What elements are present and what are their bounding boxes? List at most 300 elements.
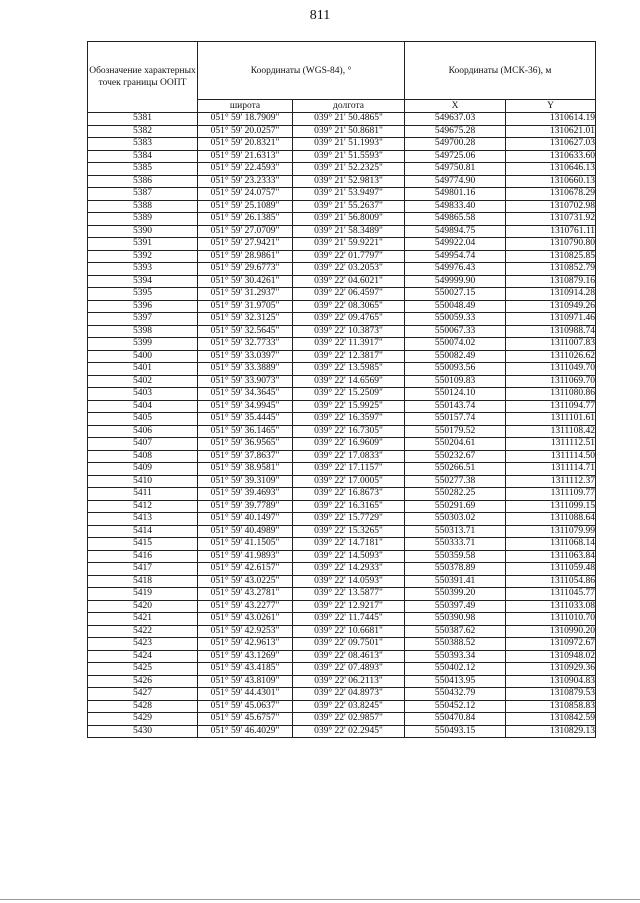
- table-row: [88, 725, 596, 738]
- table-row: [88, 163, 596, 176]
- point-id-cell: 5405: [88, 413, 198, 426]
- y-coordinate-cell: 1311059.48: [506, 563, 596, 576]
- latitude-cell: 051° 59' 43.1269": [198, 650, 293, 663]
- y-coordinate-cell: 1310790.80: [506, 238, 596, 251]
- latitude-cell: 051° 59' 46.4029": [198, 725, 293, 738]
- x-coordinate-cell: 549801.16: [405, 188, 506, 201]
- point-id-cell: 5388: [88, 200, 198, 213]
- table-row: [88, 350, 596, 363]
- y-coordinate-cell: 1311026.62: [506, 350, 596, 363]
- longitude-cell: 039° 22' 04.8973": [293, 688, 405, 701]
- y-coordinate-cell: 1311094.77: [506, 400, 596, 413]
- x-coordinate-cell: 549976.43: [405, 263, 506, 276]
- y-coordinate-cell: 1310627.03: [506, 138, 596, 151]
- x-coordinate-cell: 550493.15: [405, 725, 506, 738]
- y-coordinate-cell: 1310972.67: [506, 638, 596, 651]
- y-coordinate-cell: 1310621.01: [506, 125, 596, 138]
- longitude-cell: 039° 22' 15.9925": [293, 400, 405, 413]
- table-row: [88, 713, 596, 726]
- x-coordinate-cell: 550059.33: [405, 313, 506, 326]
- x-coordinate-cell: 549894.75: [405, 225, 506, 238]
- x-coordinate-cell: 550399.20: [405, 588, 506, 601]
- x-coordinate-cell: 549833.40: [405, 200, 506, 213]
- table-row: [88, 688, 596, 701]
- y-coordinate-cell: 1311099.15: [506, 500, 596, 513]
- latitude-cell: 051° 59' 36.1465": [198, 425, 293, 438]
- table-row: [88, 575, 596, 588]
- y-coordinate-cell: 1310761.11: [506, 225, 596, 238]
- point-id-cell: 5395: [88, 288, 198, 301]
- page-number: 811: [309, 8, 331, 23]
- coordinates-table: [87, 41, 596, 738]
- point-id-cell: 5418: [88, 575, 198, 588]
- point-id-cell: 5398: [88, 325, 198, 338]
- x-coordinate-cell: 550402.12: [405, 663, 506, 676]
- point-id-cell: 5413: [88, 513, 198, 526]
- y-coordinate-cell: 1310949.26: [506, 300, 596, 313]
- x-coordinate-cell: 550313.71: [405, 525, 506, 538]
- latitude-cell: 051° 59' 18.7909": [198, 113, 293, 126]
- table-row: [88, 650, 596, 663]
- point-id-cell: 5424: [88, 650, 198, 663]
- latitude-cell: 051° 59' 32.5645": [198, 325, 293, 338]
- x-coordinate-cell: 550074.02: [405, 338, 506, 351]
- longitude-cell: 039° 21' 51.5593": [293, 150, 405, 163]
- table-row: [88, 438, 596, 451]
- table-row: [88, 613, 596, 626]
- header-wgs-label: Координаты (WGS-84), °: [198, 42, 405, 100]
- x-coordinate-cell: 550359.58: [405, 550, 506, 563]
- table-row: [88, 388, 596, 401]
- table-row: [88, 225, 596, 238]
- x-coordinate-cell: 550303.02: [405, 513, 506, 526]
- latitude-cell: 051° 59' 26.1385": [198, 213, 293, 226]
- header-lat-label: широта: [198, 100, 293, 113]
- y-coordinate-cell: 1311069.70: [506, 375, 596, 388]
- x-coordinate-cell: 550397.49: [405, 600, 506, 613]
- x-coordinate-cell: 550157.74: [405, 413, 506, 426]
- latitude-cell: 051° 59' 43.8109": [198, 675, 293, 688]
- latitude-cell: 051° 59' 27.0709": [198, 225, 293, 238]
- y-coordinate-cell: 1311079.99: [506, 525, 596, 538]
- latitude-cell: 051° 59' 24.0757": [198, 188, 293, 201]
- table-row: [88, 675, 596, 688]
- table-row: [88, 475, 596, 488]
- longitude-cell: 039° 21' 59.9221": [293, 238, 405, 251]
- latitude-cell: 051° 59' 30.4261": [198, 275, 293, 288]
- table-body: [88, 113, 596, 738]
- table-row: [88, 188, 596, 201]
- point-id-cell: 5421: [88, 613, 198, 626]
- longitude-cell: 039° 21' 50.4865": [293, 113, 405, 126]
- longitude-cell: 039° 22' 14.6569": [293, 375, 405, 388]
- latitude-cell: 051° 59' 36.9565": [198, 438, 293, 451]
- latitude-cell: 051° 59' 32.7733": [198, 338, 293, 351]
- latitude-cell: 051° 59' 39.4693": [198, 488, 293, 501]
- header-msk-label: Координаты (МСК-36), м: [405, 42, 596, 100]
- latitude-cell: 051° 59' 33.3889": [198, 363, 293, 376]
- y-coordinate-cell: 1311088.64: [506, 513, 596, 526]
- latitude-cell: 051° 59' 21.6313": [198, 150, 293, 163]
- x-coordinate-cell: 550291.69: [405, 500, 506, 513]
- x-coordinate-cell: 549865.58: [405, 213, 506, 226]
- table-row: [88, 513, 596, 526]
- latitude-cell: 051° 59' 41.9893": [198, 550, 293, 563]
- y-coordinate-cell: 1310988.74: [506, 325, 596, 338]
- point-id-cell: 5425: [88, 663, 198, 676]
- x-coordinate-cell: 550082.49: [405, 350, 506, 363]
- y-coordinate-cell: 1310914.28: [506, 288, 596, 301]
- longitude-cell: 039° 22' 09.4765": [293, 313, 405, 326]
- longitude-cell: 039° 22' 11.3917": [293, 338, 405, 351]
- page-bottom-edge: [0, 899, 640, 900]
- y-coordinate-cell: 1311114.71: [506, 463, 596, 476]
- y-coordinate-cell: 1311108.42: [506, 425, 596, 438]
- point-id-cell: 5386: [88, 175, 198, 188]
- latitude-cell: 051° 59' 43.4185": [198, 663, 293, 676]
- longitude-cell: 039° 22' 07.4893": [293, 663, 405, 676]
- x-coordinate-cell: 550390.98: [405, 613, 506, 626]
- table-row: [88, 300, 596, 313]
- longitude-cell: 039° 22' 08.4613": [293, 650, 405, 663]
- latitude-cell: 051° 59' 37.8637": [198, 450, 293, 463]
- table-row: [88, 175, 596, 188]
- table-row: [88, 638, 596, 651]
- table-row: [88, 363, 596, 376]
- latitude-cell: 051° 59' 33.9073": [198, 375, 293, 388]
- point-id-cell: 5429: [88, 713, 198, 726]
- y-coordinate-cell: 1310678.29: [506, 188, 596, 201]
- latitude-cell: 051° 59' 45.0637": [198, 700, 293, 713]
- x-coordinate-cell: 550266.51: [405, 463, 506, 476]
- x-coordinate-cell: 550432.79: [405, 688, 506, 701]
- y-coordinate-cell: 1310879.16: [506, 275, 596, 288]
- point-id-cell: 5427: [88, 688, 198, 701]
- x-coordinate-cell: 550282.25: [405, 488, 506, 501]
- longitude-cell: 039° 22' 14.7181": [293, 538, 405, 551]
- longitude-cell: 039° 22' 16.8673": [293, 488, 405, 501]
- point-id-cell: 5428: [88, 700, 198, 713]
- point-id-cell: 5391: [88, 238, 198, 251]
- y-coordinate-cell: 1310646.13: [506, 163, 596, 176]
- header-point-label: Обозначение характерных точек границы ООПТ: [88, 42, 198, 113]
- longitude-cell: 039° 22' 02.2945": [293, 725, 405, 738]
- longitude-cell: 039° 22' 08.3065": [293, 300, 405, 313]
- table-row: [88, 325, 596, 338]
- y-coordinate-cell: 1310904.83: [506, 675, 596, 688]
- latitude-cell: 051° 59' 40.4989": [198, 525, 293, 538]
- point-id-cell: 5382: [88, 125, 198, 138]
- point-id-cell: 5408: [88, 450, 198, 463]
- latitude-cell: 051° 59' 39.7789": [198, 500, 293, 513]
- table-row: [88, 113, 596, 126]
- latitude-cell: 051° 59' 43.0225": [198, 575, 293, 588]
- point-id-cell: 5403: [88, 388, 198, 401]
- latitude-cell: 051° 59' 34.9945": [198, 400, 293, 413]
- table-row: [88, 275, 596, 288]
- header-lon-label: долгота: [293, 100, 405, 113]
- x-coordinate-cell: 550093.56: [405, 363, 506, 376]
- latitude-cell: 051° 59' 42.9253": [198, 625, 293, 638]
- y-coordinate-cell: 1311054.86: [506, 575, 596, 588]
- y-coordinate-cell: 1311114.50: [506, 450, 596, 463]
- point-id-cell: 5394: [88, 275, 198, 288]
- latitude-cell: 051° 59' 29.6773": [198, 263, 293, 276]
- table-row: [88, 288, 596, 301]
- table-row: [88, 138, 596, 151]
- point-id-cell: 5414: [88, 525, 198, 538]
- y-coordinate-cell: 1311109.77: [506, 488, 596, 501]
- longitude-cell: 039° 22' 14.5093": [293, 550, 405, 563]
- table-row: [88, 238, 596, 251]
- latitude-cell: 051° 59' 20.0257": [198, 125, 293, 138]
- longitude-cell: 039° 22' 03.2053": [293, 263, 405, 276]
- x-coordinate-cell: 550204.61: [405, 438, 506, 451]
- longitude-cell: 039° 22' 06.2113": [293, 675, 405, 688]
- point-id-cell: 5390: [88, 225, 198, 238]
- longitude-cell: 039° 21' 51.1993": [293, 138, 405, 151]
- latitude-cell: 051° 59' 20.8321": [198, 138, 293, 151]
- point-id-cell: 5430: [88, 725, 198, 738]
- table-row: [88, 400, 596, 413]
- y-coordinate-cell: 1310971.46: [506, 313, 596, 326]
- longitude-cell: 039° 21' 55.2637": [293, 200, 405, 213]
- point-id-cell: 5396: [88, 300, 198, 313]
- x-coordinate-cell: 550470.84: [405, 713, 506, 726]
- table-row: [88, 413, 596, 426]
- table-row: [88, 463, 596, 476]
- y-coordinate-cell: 1311080.86: [506, 388, 596, 401]
- y-coordinate-cell: 1311007.83: [506, 338, 596, 351]
- longitude-cell: 039° 21' 53.9497": [293, 188, 405, 201]
- latitude-cell: 051° 59' 43.0261": [198, 613, 293, 626]
- table-row: [88, 550, 596, 563]
- point-id-cell: 5400: [88, 350, 198, 363]
- x-coordinate-cell: 549750.81: [405, 163, 506, 176]
- y-coordinate-cell: 1311063.84: [506, 550, 596, 563]
- x-coordinate-cell: 550067.33: [405, 325, 506, 338]
- x-coordinate-cell: 549954.74: [405, 250, 506, 263]
- longitude-cell: 039° 22' 06.4597": [293, 288, 405, 301]
- x-coordinate-cell: 550109.83: [405, 375, 506, 388]
- y-coordinate-cell: 1311068.14: [506, 538, 596, 551]
- longitude-cell: 039° 22' 17.1157": [293, 463, 405, 476]
- x-coordinate-cell: 550393.34: [405, 650, 506, 663]
- table-row: [88, 450, 596, 463]
- y-coordinate-cell: 1310929.36: [506, 663, 596, 676]
- point-id-cell: 5387: [88, 188, 198, 201]
- longitude-cell: 039° 22' 04.6021": [293, 275, 405, 288]
- x-coordinate-cell: 550333.71: [405, 538, 506, 551]
- x-coordinate-cell: 550452.12: [405, 700, 506, 713]
- x-coordinate-cell: 549725.06: [405, 150, 506, 163]
- y-coordinate-cell: 1310825.85: [506, 250, 596, 263]
- point-id-cell: 5410: [88, 475, 198, 488]
- point-id-cell: 5422: [88, 625, 198, 638]
- latitude-cell: 051° 59' 27.9421": [198, 238, 293, 251]
- point-id-cell: 5412: [88, 500, 198, 513]
- table-row: [88, 588, 596, 601]
- longitude-cell: 039° 21' 50.8681": [293, 125, 405, 138]
- y-coordinate-cell: 1310702.98: [506, 200, 596, 213]
- latitude-cell: 051° 59' 28.9861": [198, 250, 293, 263]
- x-coordinate-cell: 550179.52: [405, 425, 506, 438]
- y-coordinate-cell: 1311045.77: [506, 588, 596, 601]
- x-coordinate-cell: 550391.41: [405, 575, 506, 588]
- longitude-cell: 039° 22' 15.3265": [293, 525, 405, 538]
- x-coordinate-cell: 550378.89: [405, 563, 506, 576]
- latitude-cell: 051° 59' 25.1089": [198, 200, 293, 213]
- latitude-cell: 051° 59' 31.9705": [198, 300, 293, 313]
- point-id-cell: 5397: [88, 313, 198, 326]
- table-row: [88, 600, 596, 613]
- point-id-cell: 5402: [88, 375, 198, 388]
- y-coordinate-cell: 1310858.83: [506, 700, 596, 713]
- x-coordinate-cell: 549999.90: [405, 275, 506, 288]
- latitude-cell: 051° 59' 34.3645": [198, 388, 293, 401]
- table-row: [88, 625, 596, 638]
- table-row: [88, 313, 596, 326]
- latitude-cell: 051° 59' 44.4301": [198, 688, 293, 701]
- point-id-cell: 5381: [88, 113, 198, 126]
- latitude-cell: 051° 59' 33.0397": [198, 350, 293, 363]
- latitude-cell: 051° 59' 43.2781": [198, 588, 293, 601]
- longitude-cell: 039° 22' 15.2509": [293, 388, 405, 401]
- x-coordinate-cell: 549637.03: [405, 113, 506, 126]
- point-id-cell: 5417: [88, 563, 198, 576]
- x-coordinate-cell: 549774.90: [405, 175, 506, 188]
- longitude-cell: 039° 22' 09.7501": [293, 638, 405, 651]
- y-coordinate-cell: 1310660.13: [506, 175, 596, 188]
- latitude-cell: 051° 59' 40.1497": [198, 513, 293, 526]
- point-id-cell: 5389: [88, 213, 198, 226]
- x-coordinate-cell: 549700.28: [405, 138, 506, 151]
- x-coordinate-cell: 549675.28: [405, 125, 506, 138]
- table-row: [88, 125, 596, 138]
- longitude-cell: 039° 22' 17.0833": [293, 450, 405, 463]
- longitude-cell: 039° 22' 14.2933": [293, 563, 405, 576]
- latitude-cell: 051° 59' 35.4445": [198, 413, 293, 426]
- longitude-cell: 039° 22' 13.5877": [293, 588, 405, 601]
- point-id-cell: 5384: [88, 150, 198, 163]
- point-id-cell: 5409: [88, 463, 198, 476]
- point-id-cell: 5419: [88, 588, 198, 601]
- latitude-cell: 051° 59' 42.6157": [198, 563, 293, 576]
- point-id-cell: 5401: [88, 363, 198, 376]
- point-id-cell: 5393: [88, 263, 198, 276]
- longitude-cell: 039° 22' 16.9609": [293, 438, 405, 451]
- table-row: [88, 213, 596, 226]
- latitude-cell: 051° 59' 45.6757": [198, 713, 293, 726]
- y-coordinate-cell: 1311112.51: [506, 438, 596, 451]
- point-id-cell: 5404: [88, 400, 198, 413]
- latitude-cell: 051° 59' 31.2937": [198, 288, 293, 301]
- longitude-cell: 039° 21' 56.8009": [293, 213, 405, 226]
- y-coordinate-cell: 1311112.37: [506, 475, 596, 488]
- table-row: [88, 425, 596, 438]
- latitude-cell: 051° 59' 42.9613": [198, 638, 293, 651]
- y-coordinate-cell: 1311010.70: [506, 613, 596, 626]
- y-coordinate-cell: 1310879.53: [506, 688, 596, 701]
- longitude-cell: 039° 22' 13.5985": [293, 363, 405, 376]
- point-id-cell: 5415: [88, 538, 198, 551]
- longitude-cell: 039° 22' 10.3873": [293, 325, 405, 338]
- table-row: [88, 525, 596, 538]
- y-coordinate-cell: 1310614.19: [506, 113, 596, 126]
- table-row: [88, 500, 596, 513]
- y-coordinate-cell: 1310948.02: [506, 650, 596, 663]
- x-coordinate-cell: 549922.04: [405, 238, 506, 251]
- x-coordinate-cell: 550387.62: [405, 625, 506, 638]
- x-coordinate-cell: 550143.74: [405, 400, 506, 413]
- table-row: [88, 250, 596, 263]
- latitude-cell: 051° 59' 23.2333": [198, 175, 293, 188]
- point-id-cell: 5426: [88, 675, 198, 688]
- point-id-cell: 5423: [88, 638, 198, 651]
- longitude-cell: 039° 22' 10.6681": [293, 625, 405, 638]
- x-coordinate-cell: 550124.10: [405, 388, 506, 401]
- longitude-cell: 039° 21' 52.2325": [293, 163, 405, 176]
- point-id-cell: 5385: [88, 163, 198, 176]
- header-x-label: X: [405, 100, 506, 113]
- longitude-cell: 039° 22' 14.0593": [293, 575, 405, 588]
- y-coordinate-cell: 1310842.59: [506, 713, 596, 726]
- x-coordinate-cell: 550413.95: [405, 675, 506, 688]
- x-coordinate-cell: 550027.15: [405, 288, 506, 301]
- table-row: [88, 150, 596, 163]
- table-row: [88, 563, 596, 576]
- y-coordinate-cell: 1311049.70: [506, 363, 596, 376]
- longitude-cell: 039° 22' 16.3165": [293, 500, 405, 513]
- latitude-cell: 051° 59' 43.2277": [198, 600, 293, 613]
- point-id-cell: 5407: [88, 438, 198, 451]
- y-coordinate-cell: 1310633.60: [506, 150, 596, 163]
- point-id-cell: 5411: [88, 488, 198, 501]
- point-id-cell: 5383: [88, 138, 198, 151]
- latitude-cell: 051° 59' 32.3125": [198, 313, 293, 326]
- point-id-cell: 5392: [88, 250, 198, 263]
- point-id-cell: 5406: [88, 425, 198, 438]
- y-coordinate-cell: 1310731.92: [506, 213, 596, 226]
- table-header-row: [88, 42, 596, 100]
- table-row: [88, 200, 596, 213]
- x-coordinate-cell: 550277.38: [405, 475, 506, 488]
- table-row: [88, 338, 596, 351]
- longitude-cell: 039° 22' 17.0005": [293, 475, 405, 488]
- latitude-cell: 051° 59' 22.4593": [198, 163, 293, 176]
- longitude-cell: 039° 22' 11.7445": [293, 613, 405, 626]
- point-id-cell: 5420: [88, 600, 198, 613]
- point-id-cell: 5416: [88, 550, 198, 563]
- longitude-cell: 039° 22' 01.7797": [293, 250, 405, 263]
- y-coordinate-cell: 1310852.79: [506, 263, 596, 276]
- table-row: [88, 663, 596, 676]
- table-row: [88, 375, 596, 388]
- longitude-cell: 039° 21' 58.3489": [293, 225, 405, 238]
- latitude-cell: 051° 59' 38.9581": [198, 463, 293, 476]
- y-coordinate-cell: 1310829.13: [506, 725, 596, 738]
- table-row: [88, 263, 596, 276]
- y-coordinate-cell: 1311033.08: [506, 600, 596, 613]
- header-y-label: Y: [506, 100, 596, 113]
- longitude-cell: 039° 22' 16.3597": [293, 413, 405, 426]
- latitude-cell: 051° 59' 39.3109": [198, 475, 293, 488]
- table-row: [88, 538, 596, 551]
- longitude-cell: 039° 22' 12.9217": [293, 600, 405, 613]
- longitude-cell: 039° 22' 16.7305": [293, 425, 405, 438]
- table-row: [88, 700, 596, 713]
- longitude-cell: 039° 22' 02.9857": [293, 713, 405, 726]
